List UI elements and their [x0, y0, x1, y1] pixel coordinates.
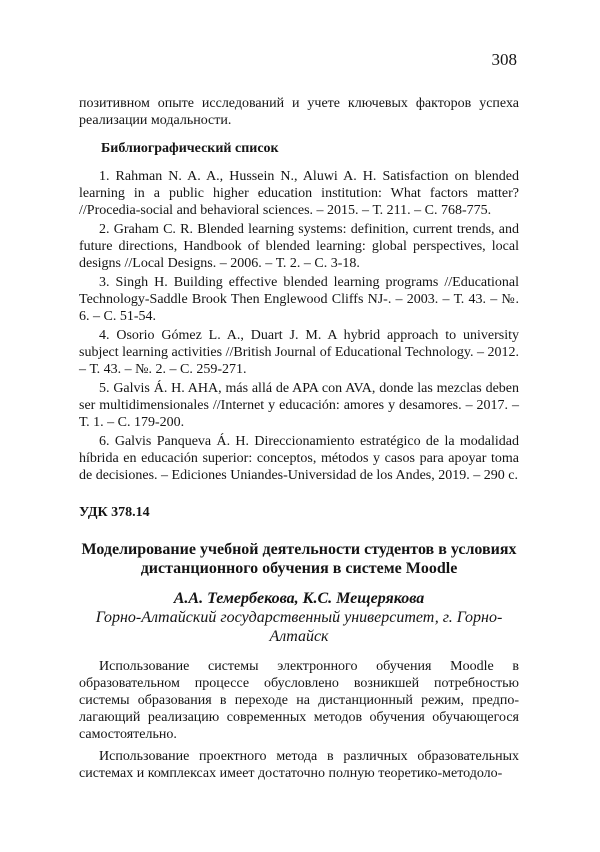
bibliography-item: 6. Galvis Panqueva Á. H. Direccionamiento estratégico de la modalidad híbrida en educación superior: conceptos, métodos y casos para apoyar toma de decisiones. – Ediciones Uniandes-Universidad de los Andes, 2019. – 290 с.: [79, 433, 519, 484]
article-authors: А.А. Темербекова, К.С. Мещерякова: [79, 589, 519, 608]
document-page: [0, 0, 600, 852]
page-number: 308: [492, 50, 518, 70]
bibliography-item: 3. Singh H. Building effective blended learning programs //Educational Technology-Saddle Brook Then Englewood Cliffs NJ-. – 2003. – Т. 43. – №. 6. – С. 51-54.: [79, 274, 519, 325]
bibliography-item: 4. Osorio Gómez L. A., Duart J. M. A hybrid approach to university subject learning activities //British Journal of Educational Technology. – 2012. – Т. 43. – №. 2. – С. 259-271.: [79, 327, 519, 378]
bibliography-heading: Библиографический список: [101, 140, 519, 157]
bibliography-section: [79, 140, 519, 484]
article-section: [79, 504, 519, 782]
article-title: Моделирование учебной деятельности студентов в условиях дистанционного обучения в системе Moodle: [79, 540, 519, 578]
bibliography-item: 5. Galvis Á. H. AHA, más allá de APA con AVA, donde las mezclas deben ser multidimensionales //Internet y educación: amores y desamores. – 2017. – Т. 1. – С. 179-200.: [79, 380, 519, 431]
bibliography-item: 1. Rahman N. A. A., Hussein N., Aluwi A. H. Satisfaction on blended learning in a public higher education institution: What factors matter? //Procedia-social and behavioral sciences. – 2015. – Т. 211. – С. 768-775.: [79, 168, 519, 219]
udc-code: УДК 378.14: [79, 504, 519, 521]
body-paragraph: Использование системы электронного обучения Moodle в образовательном процессе обусловлено возникшей потребностью системы образования в переходе на дистанционный режим, предпо­лагающий реализацию современных методов обучения обучающегося самостоятельно.: [79, 658, 519, 743]
continuation-paragraph: позитивном опыте исследований и учете ключевых факторов успеха реализации модальности.: [79, 95, 519, 129]
body-paragraph: Использование проектного метода в различных образовательных системах и комплексах имеет достаточно полную теоретико-методоло-: [79, 748, 519, 782]
bibliography-item: 2. Graham C. R. Blended learning systems: definition, current trends, and future directions, Handbook of blended learning: global perspectives, local designs //Local Designs. – 2006. – Т. 2. – С. 3-18.: [79, 221, 519, 272]
author-affiliation: Горно-Алтайский государственный университет, г. Горно-Алтайск: [79, 608, 519, 646]
page-content: [79, 95, 519, 787]
